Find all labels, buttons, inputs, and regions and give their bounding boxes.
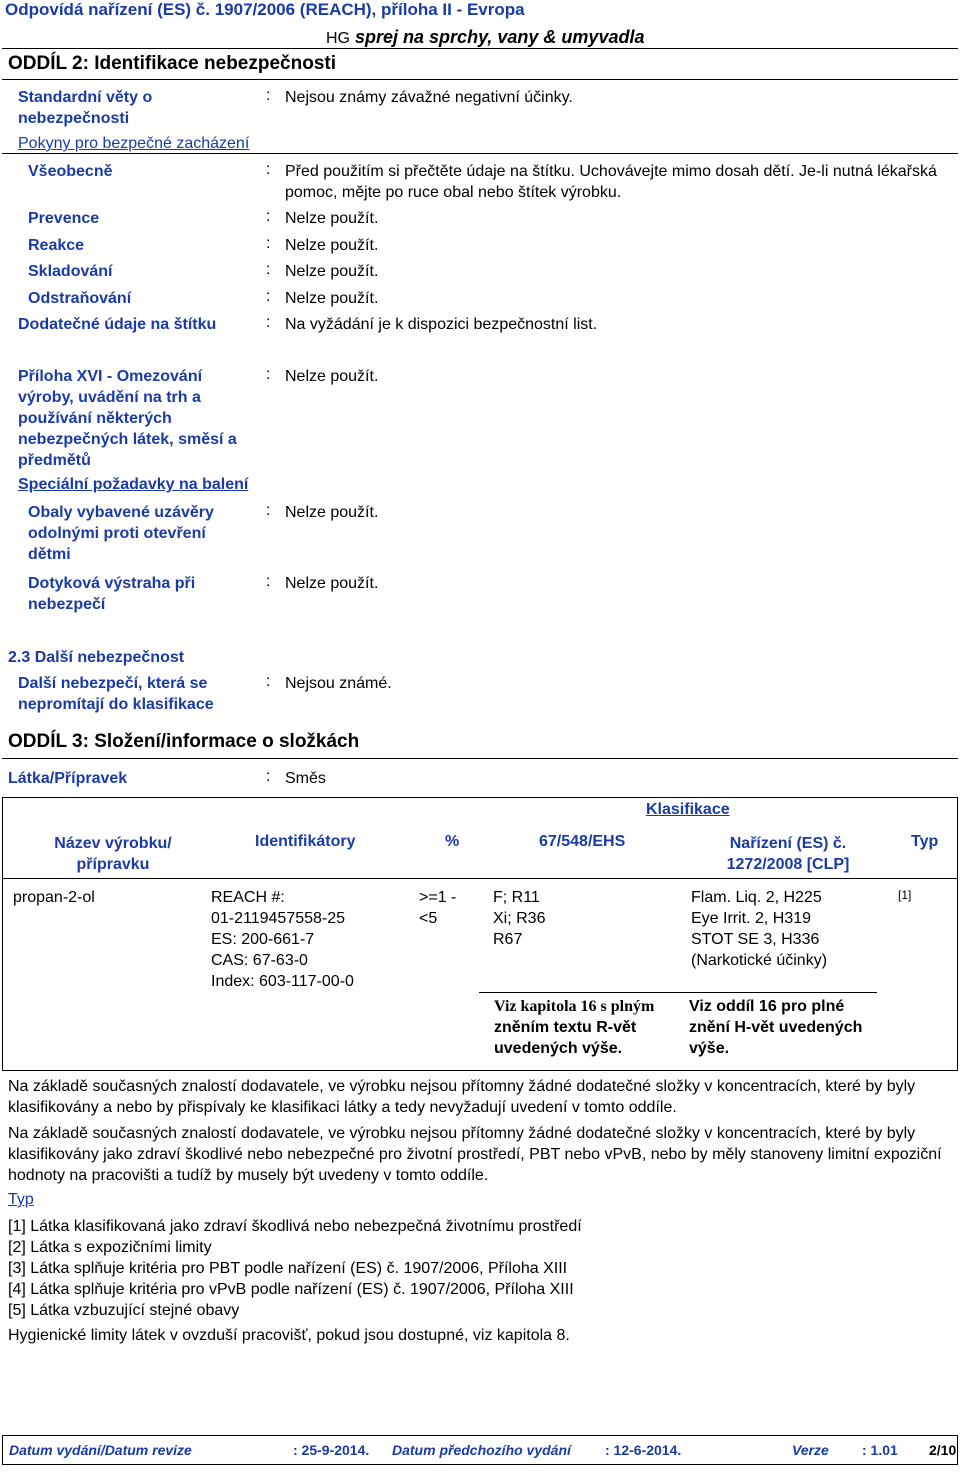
composition-paragraph-2: Na základě současných znalostí dodavatele, ve výrobku nejsou přítomny žádné dodatečné složky v koncentracích, které by byly klasifikovány jako zdraví škodlivé nebo nebezpečné pro životní prostředí, PBT nebo vPvB, nebo by měly stanoveny limitní expoziční hodnoty na pracovišti a tudíž by musely být uvedeny v tomto oddíle.: [8, 1125, 942, 1184]
precautionary-divider: [2, 153, 958, 154]
tactile-warning-value: Nelze použít.: [285, 575, 379, 592]
page-footer: [2, 1435, 958, 1465]
clp-note-divider: [687, 992, 877, 993]
type-item: [4] Látka splňuje kritéria pro vPvB podle nařízení (ES) č. 1907/2006, Příloha XIII: [8, 1281, 574, 1298]
issue-date-label: Datum vydání/Datum revize: [9, 1442, 192, 1458]
product-code: HG: [326, 30, 350, 47]
prevention-value: Nelze použít.: [285, 210, 379, 227]
identifier-line: 01-2119457558-25: [211, 910, 346, 927]
tactile-warning-label: Dotyková výstraha při nebezpečí: [28, 575, 196, 613]
percent-line: <5: [419, 910, 438, 927]
section3-title: ODDÍL 3: Složení/informace o složkách: [8, 731, 360, 752]
eec-note-divider: [479, 992, 687, 993]
col-header-name: Název výrobku/ přípravku: [54, 835, 172, 873]
row-percent: [419, 887, 456, 929]
type-item: [2] Látka s expozičními limity: [8, 1239, 212, 1256]
eec-note: [494, 996, 684, 1059]
response-label: Reakce: [28, 237, 85, 254]
child-resistant-value: Nelze použít.: [285, 504, 379, 521]
exposure-note: Hygienické limity látek v ovzduší pracovišť, pokud jsou dostupné, viz kapitola 8.: [8, 1327, 570, 1344]
eec-note-rest: zněním textu R-vět uvedených výše.: [494, 1019, 637, 1057]
composition-paragraph-1: Na základě současných znalostí dodavatele, ve výrobku nejsou přítomny žádné dodatečné složky v koncentracích, které by byly klasifikovány a nebo by přispívaly ke klasifikaci látky a tedy nevyžadují uvedení v tomto oddíle.: [8, 1078, 916, 1116]
ingredients-table: [2, 797, 958, 1071]
eec-note-serif: Viz kapitola 16 s plným: [494, 998, 655, 1015]
identifier-line: REACH #:: [211, 889, 285, 906]
row-clp: [691, 887, 827, 971]
identifier-line: Index: 603-117-00-0: [211, 973, 354, 990]
type-list: [8, 1216, 582, 1321]
regulation-header: Odpovídá nařízení (ES) č. 1907/2006 (REACH), příloha II - Evropa: [5, 0, 525, 19]
section2-title: ODDÍL 2: Identifikace nebezpečnosti: [8, 53, 337, 74]
col-header-eec: 67/548/EHS: [539, 833, 626, 850]
supplemental-label: Dodatečné údaje na štítku: [18, 316, 217, 333]
annex-xvi-label: Příloha XVI - Omezování výroby, uvádění na trh a používání některých nebezpečných látek, směsí a předmětů: [18, 368, 237, 469]
product-title: [326, 27, 644, 48]
percent-line: >=1 -: [419, 889, 457, 906]
response-value: Nelze použít.: [285, 237, 379, 254]
type-item: [5] Látka vzbuzující stejné obavy: [8, 1302, 240, 1319]
previous-date-value: : 12-6-2014.: [605, 1442, 682, 1458]
row-name: propan-2-ol: [13, 889, 95, 906]
other-hazards-heading: 2.3 Další nebezpečnost: [8, 649, 185, 666]
general-label: Všeobecně: [28, 163, 113, 180]
clp-line: (Narkotické účinky): [691, 952, 828, 969]
supplemental-value: Na vyžádání je k dispozici bezpečnostní list.: [285, 316, 598, 333]
classification-heading: Klasifikace: [646, 801, 730, 818]
precautionary-heading: Pokyny pro bezpečné zacházení: [18, 135, 250, 152]
page-number: 2/10: [929, 1442, 957, 1458]
col-header-type: Typ: [911, 833, 939, 850]
clp-line: Flam. Liq. 2, H225: [691, 889, 822, 906]
section2-divider: [2, 79, 958, 80]
previous-date-label: Datum předchozího vydání: [392, 1442, 571, 1458]
storage-label: Skladování: [28, 263, 113, 280]
other-hazards-value: Nejsou známé.: [285, 675, 392, 692]
header-divider: [2, 48, 958, 49]
type-item: [3] Látka splňuje kritéria pro PBT podle nařízení (ES) č. 1907/2006, Příloha XIII: [8, 1260, 568, 1277]
clp-line: STOT SE 3, H336: [691, 931, 820, 948]
substance-value: Směs: [285, 770, 326, 787]
prevention-label: Prevence: [28, 210, 100, 227]
annex-xvi-value: Nelze použít.: [285, 368, 379, 385]
version-label: Verze: [792, 1442, 829, 1458]
clp-note: Viz oddíl 16 pro plné znění H-vět uvedených výše.: [689, 998, 863, 1057]
issue-date-value: : 25-9-2014.: [293, 1442, 370, 1458]
table-header-divider: [3, 878, 957, 879]
col-header-percent: %: [445, 833, 460, 850]
substance-label: Látka/Přípravek: [8, 770, 128, 787]
row-eec: [493, 887, 545, 950]
packaging-heading: Speciální požadavky na balení: [18, 476, 249, 493]
section3-divider: [2, 758, 958, 759]
child-resistant-label: Obaly vybavené uzávěry odolnými proti otevření dětmi: [28, 504, 214, 563]
hazard-statements-value: Nejsou známy závažné negativní účinky.: [285, 89, 573, 106]
row-type: [1]: [898, 888, 912, 902]
clp-line: Eye Irrit. 2, H319: [691, 910, 812, 927]
eec-line: F; R11: [493, 889, 540, 906]
identifier-line: ES: 200-661-7: [211, 931, 315, 948]
col-header-clp: Nařízení (ES) č. 1272/2008 [CLP]: [726, 835, 850, 873]
hazard-statements-label: Standardní věty o nebezpečnosti: [18, 89, 153, 127]
other-hazards-label: Další nebezpečí, která se nepromítají do klasifikace: [18, 675, 214, 713]
identifier-line: CAS: 67-63-0: [211, 952, 308, 969]
col-header-identifiers: Identifikátory: [255, 833, 356, 850]
product-name: sprej na sprchy, vany & umyvadla: [355, 27, 645, 47]
disposal-value: Nelze použít.: [285, 290, 379, 307]
row-identifiers: [211, 887, 354, 992]
storage-value: Nelze použít.: [285, 263, 379, 280]
general-value: Před použitím si přečtěte údaje na štítku. Uchovávejte mimo dosah dětí. Je-li nutná lékařská pomoc, mějte po ruce obal nebo štítek výrobku.: [285, 163, 937, 201]
eec-line: R67: [493, 931, 523, 948]
version-value: : 1.01: [862, 1442, 898, 1458]
eec-line: Xi; R36: [493, 910, 546, 927]
type-heading: Typ: [8, 1191, 34, 1208]
type-item: [1] Látka klasifikovaná jako zdraví škodlivá nebo nebezpečná životnímu prostředí: [8, 1218, 582, 1235]
disposal-label: Odstraňování: [28, 290, 132, 307]
